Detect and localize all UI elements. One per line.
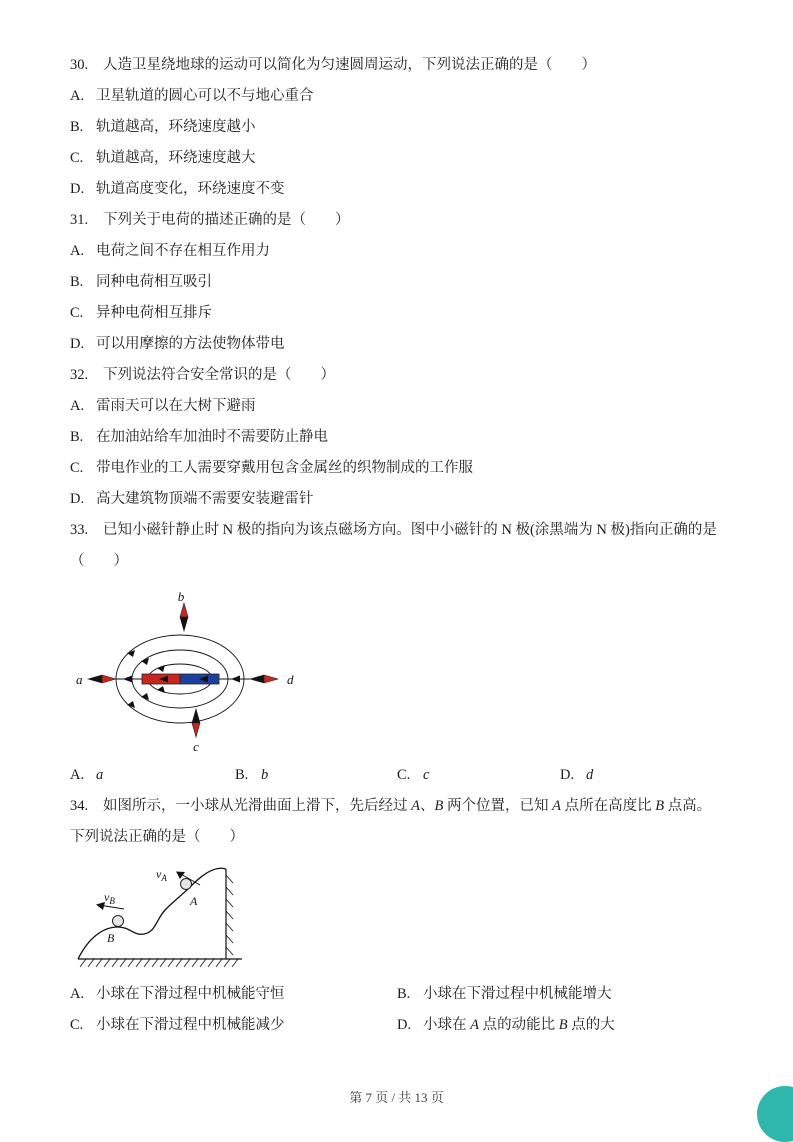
q32-option-b <box>70 422 721 453</box>
q34-stem <box>70 791 721 853</box>
ball-a <box>181 879 192 890</box>
needle-b-label: b <box>177 591 185 604</box>
option-label: C. <box>70 150 84 166</box>
q34-stem-text: B <box>655 798 665 814</box>
q33-number: 33. <box>70 522 89 538</box>
option-label: A. <box>70 986 85 1002</box>
option-label: D. <box>70 491 85 507</box>
q34-option-a <box>70 979 397 1010</box>
q34-stem-text: A <box>411 798 420 814</box>
option-text: 卫星轨道的圆心可以不与地心重合 <box>96 88 314 104</box>
option-text: 同种电荷相互吸引 <box>96 274 212 290</box>
option-text: 小球在下滑过程中机械能守恒 <box>96 986 285 1002</box>
q32-stem <box>70 360 721 391</box>
bar-magnet <box>142 674 219 684</box>
option-label: B. <box>70 429 84 445</box>
q34-option-d <box>397 1010 721 1041</box>
q31-option-c <box>70 298 721 329</box>
q34-option-c <box>70 1010 397 1041</box>
needle-a <box>88 675 116 683</box>
ball-a-label: A <box>190 894 198 908</box>
needle-c <box>192 709 200 737</box>
q32-option-a <box>70 391 721 422</box>
wall-hatching <box>226 875 233 955</box>
option-text: c <box>423 767 430 783</box>
velocity-b-label: $v_B$ <box>104 890 115 906</box>
option-text: 小球在 <box>423 1017 471 1033</box>
q32-number: 32. <box>70 367 89 383</box>
q33-option-a <box>70 760 235 791</box>
option-label: D. <box>397 1017 412 1033</box>
q32-option-d <box>70 484 721 515</box>
option-label: A. <box>70 88 85 104</box>
option-label: A. <box>70 767 85 783</box>
option-text: 小球在下滑过程中机械能增大 <box>423 986 612 1002</box>
option-label: C. <box>70 460 84 476</box>
q34-stem-text: 点所在高度比 <box>560 798 656 814</box>
option-label: B. <box>397 986 411 1002</box>
q30-option-d <box>70 174 721 205</box>
q33-option-c <box>397 760 560 791</box>
option-text: 异种电荷相互排斥 <box>96 305 212 321</box>
option-text: 可以用摩擦的方法使物体带电 <box>96 336 285 352</box>
q34-stem-text: 如图所示，一小球从光滑曲面上滑下，先后经过 <box>103 798 412 814</box>
ball-b <box>113 916 124 927</box>
needle-d <box>250 675 278 683</box>
option-text: 雷雨天可以在大树下避雨 <box>96 398 256 414</box>
option-text: d <box>586 767 594 783</box>
option-label: C. <box>70 1017 84 1033</box>
q34-option-b <box>397 979 721 1010</box>
option-label: A. <box>70 398 85 414</box>
q30-stem-text: 人造卫星绕地球的运动可以简化为匀速圆周运动，下列说法正确的是（ ） <box>103 57 596 73</box>
q30-option-b <box>70 112 721 143</box>
needle-b <box>180 603 188 631</box>
option-text: 电荷之间不存在相互作用力 <box>96 243 270 259</box>
q31-stem-text: 下列关于电荷的描述正确的是（ ） <box>103 212 350 228</box>
needle-d-label: d <box>287 672 294 687</box>
option-label: B. <box>70 274 84 290</box>
option-text: 在加油站给车加油时不需要防止静电 <box>96 429 328 445</box>
option-label: B. <box>70 119 84 135</box>
q30-number: 30. <box>70 57 89 73</box>
slope-diagram <box>76 859 254 979</box>
velocity-vector-b <box>96 890 124 910</box>
q31-stem <box>70 205 721 236</box>
needle-a-label: a <box>76 672 83 687</box>
ground-hatching <box>80 959 238 967</box>
option-label: D. <box>70 336 85 352</box>
option-text: 轨道越高，环绕速度越小 <box>96 119 256 135</box>
q34-options-grid <box>70 979 721 1041</box>
q34-stem-text: 点高。下列说法正确的是（ ） <box>70 798 712 845</box>
option-text: 点的大 <box>567 1017 615 1033</box>
q33-option-b <box>235 760 397 791</box>
q34-number: 34. <box>70 798 89 814</box>
ball-b-label: B <box>107 931 115 945</box>
q34-stem-text: 两个位置，已知 <box>443 798 553 814</box>
q30-option-a <box>70 81 721 112</box>
option-text: a <box>96 767 104 783</box>
q31-option-d <box>70 329 721 360</box>
q31-option-a <box>70 236 721 267</box>
q33-options-row <box>70 760 721 791</box>
q31-option-b <box>70 267 721 298</box>
option-label: C. <box>397 767 411 783</box>
q33-option-d <box>560 760 721 791</box>
option-text: b <box>261 767 269 783</box>
needle-c-label: c <box>193 739 199 754</box>
option-text: 点的动能比 <box>478 1017 559 1033</box>
q34-stem-text: B <box>434 798 444 814</box>
option-text: 小球在下滑过程中机械能减少 <box>96 1017 285 1033</box>
q34-stem-text: A <box>552 798 561 814</box>
option-label: C. <box>70 305 84 321</box>
option-label: D. <box>70 181 85 197</box>
page-footer: 第 7 页 / 共 13 页 <box>349 1090 444 1105</box>
q30-option-c <box>70 143 721 174</box>
option-text: 轨道越高，环绕速度越大 <box>96 150 256 166</box>
velocity-a-label: $v_A$ <box>156 867 167 883</box>
option-label: D. <box>560 767 575 783</box>
velocity-vector-a <box>156 867 200 885</box>
q34-stem-text: 、 <box>419 798 435 814</box>
curved-surface <box>78 868 226 959</box>
option-label: B. <box>235 767 249 783</box>
option-text: 带电作业的工人需要穿戴用包含金属丝的织物制成的工作服 <box>96 460 473 476</box>
magnet-field-diagram <box>72 591 310 757</box>
q31-number: 31. <box>70 212 89 228</box>
option-text: 轨道高度变化，环绕速度不变 <box>96 181 285 197</box>
option-text: 高大建筑物顶端不需要安装避雷针 <box>96 491 314 507</box>
q30-stem <box>70 50 721 81</box>
q32-option-c <box>70 453 721 484</box>
option-text: B <box>558 1017 568 1033</box>
option-label: A. <box>70 243 85 259</box>
option-text: A <box>470 1017 479 1033</box>
q32-stem-text: 下列说法符合安全常识的是（ ） <box>103 367 335 383</box>
q33-stem <box>70 515 721 577</box>
q33-stem-text: 已知小磁针静止时 N 极的指向为该点磁场方向。图中小磁针的 N 极(涂黑端为 N 极)指向正确的是（ ） <box>70 522 717 569</box>
compass-needles <box>88 603 278 737</box>
